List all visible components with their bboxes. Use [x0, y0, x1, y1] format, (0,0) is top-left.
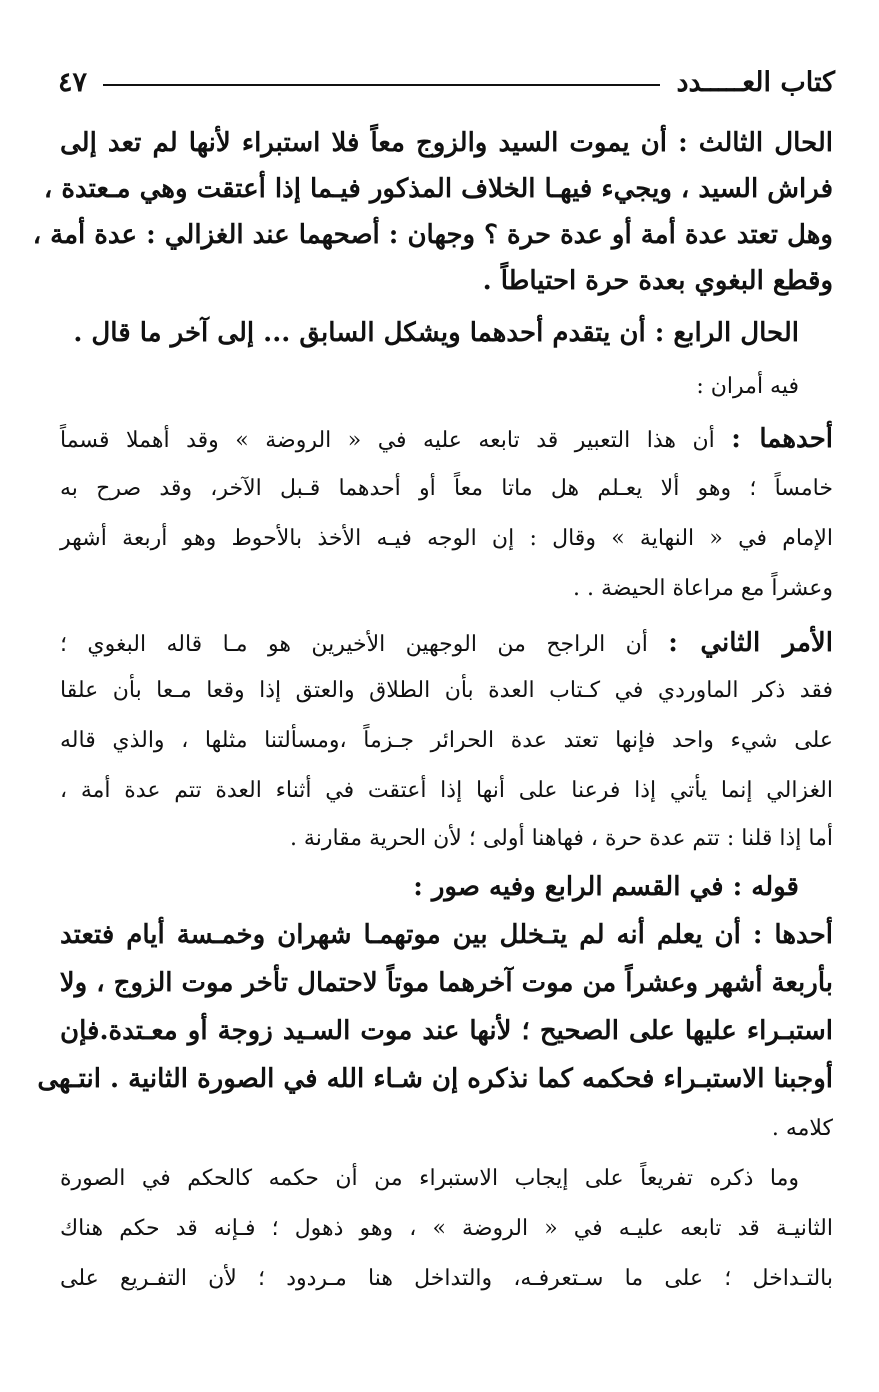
- running-title: كتاب العـــــدد: [676, 66, 835, 98]
- text-line: [60, 1216, 833, 1241]
- line-text: وقطع البغوي بعدة حرة احتياطاً .: [482, 266, 833, 296]
- line-text: بأربعة أشهر وعشراً من موت آخرهما موتاً لاحتمال تأخر موت الزوج ، ولا: [59, 968, 833, 998]
- text-line: [60, 424, 833, 454]
- text-line: [60, 318, 799, 348]
- line-text: على شيء واحد فإنها تعتد عدة الحرائر جـزماً ،ومسألتنا مثلها ، والذي قاله: [60, 728, 833, 753]
- text-line: [60, 266, 833, 296]
- text-line: [60, 826, 833, 851]
- line-text: الثانيـة قد تابعه عليـه في « الروضة » ، وهو ذهول ؛ فـإنه قد حكم هناك: [60, 1216, 833, 1241]
- text-line: [32, 220, 833, 250]
- line-lead: أحدهما :: [731, 424, 833, 454]
- text-line: [60, 1266, 833, 1291]
- line-text: وما ذكره تفريعاً على إيجاب الاستبراء من أن حكمه كالحكم في الصورة: [60, 1166, 800, 1191]
- line-text: أحدها : أن يعلم أنه لم يتـخلل بين موتهمـا شهران وخمـسة أيام فتعتد: [60, 920, 833, 950]
- line-text: وهل تعتد عدة أمة أو عدة حرة ؟ وجهان : أصحهما عند الغزالي : عدة أمة ،: [32, 220, 833, 250]
- text-line: [60, 1166, 799, 1191]
- text-line: [60, 728, 833, 753]
- text-line: [60, 920, 833, 950]
- line-text: خامساً ؛ وهو ألا يعـلم هل ماتا معاً أو أحدهما قـبل الآخر، وقد صرح به: [60, 476, 833, 501]
- page-number: ٤٧: [58, 66, 88, 98]
- text-line: [60, 1016, 833, 1046]
- text-line: [60, 476, 833, 501]
- line-text: استبـراء عليها على الصحيح ؛ لأنها عند موت السـيد زوجة أو معـتدة.فإن: [60, 1016, 833, 1046]
- line-text: الحال الثالث : أن يموت السيد والزوج معاً فلا استبراء لأنها لم تعد إلى: [60, 128, 833, 158]
- line-text: كلامه .: [771, 1116, 833, 1141]
- text-line: [60, 128, 833, 158]
- line-text: أن الراجح من الوجهين الأخيرين هو مـا قاله البغوي ؛: [60, 632, 669, 657]
- text-line: [60, 526, 833, 551]
- line-text: أوجبنا الاستبـراء فحكمه كما نذكره إن شـاء الله في الصورة الثانية . انتـهى: [37, 1064, 833, 1094]
- line-text: أما إذا قلنا : تتم عدة حرة ، فهاهنا أولى ؛ لأن الحرية مقارنة .: [289, 826, 833, 851]
- text-line: [60, 1116, 833, 1141]
- line-text: الغزالي إنما يأتي إذا فرعنا على أنها إذا أعتقت في أثناء العدة تتم عدة أمة ،: [60, 778, 833, 803]
- line-text: فقد ذكر الماوردي في كـتاب العدة بأن الطلاق والعتق إذا وقعا مـعا بأن علقا: [60, 678, 833, 703]
- text-line: [60, 628, 833, 658]
- text-line: [60, 374, 799, 399]
- line-lead: الأمر الثاني :: [668, 628, 833, 658]
- text-line: [60, 968, 833, 998]
- text-line: [60, 778, 833, 803]
- line-text: وعشراً مع مراعاة الحيضة . .: [573, 576, 833, 601]
- line-text: فراش السيد ، ويجيء فيهـا الخلاف المذكور فيـما إذا أعتقت وهي مـعتدة ،: [43, 174, 833, 204]
- page-header: [58, 62, 835, 102]
- line-text: بالتـداخل ؛ على ما سـتعرفـه، والتداخل هنا مـردود ؛ لأن التفـريع على: [60, 1266, 833, 1291]
- text-line: [60, 576, 833, 601]
- text-line: [37, 1064, 833, 1094]
- line-text: الإمام في « النهاية » وقال : إن الوجه فيـه الأخذ بالأحوط وهو أربعة أشهر: [60, 526, 833, 551]
- line-text: فيه أمران :: [696, 374, 799, 399]
- line-text: الحال الرابع : أن يتقدم أحدهما ويشكل السابق ... إلى آخر ما قال .: [73, 318, 799, 348]
- text-line: [60, 678, 833, 703]
- line-text: قوله : في القسم الرابع وفيه صور :: [413, 872, 799, 902]
- text-line: [60, 872, 799, 902]
- header-rule: [103, 84, 660, 86]
- line-text: أن هذا التعبير قد تابعه عليه في « الروضة » وقد أهملا قسماً: [60, 428, 732, 453]
- text-line: [43, 174, 833, 204]
